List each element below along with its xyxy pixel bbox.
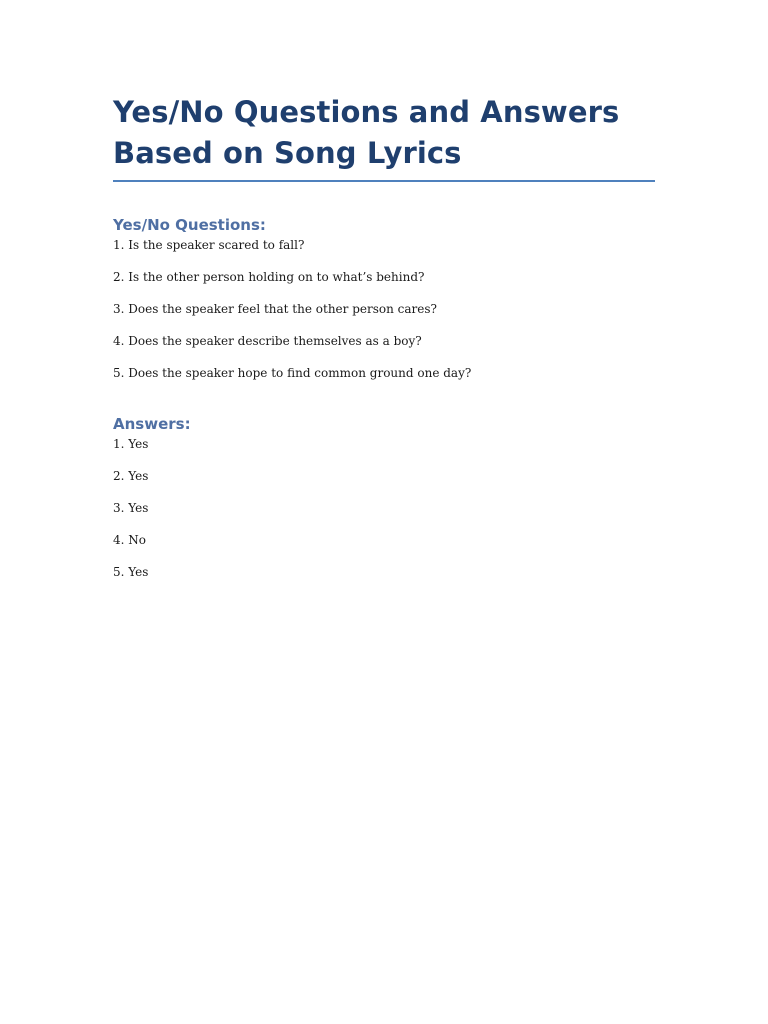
question-item: 3. Does the speaker feel that the other person cares?	[113, 302, 437, 316]
answers-heading: Answers:	[113, 415, 191, 433]
questions-heading: Yes/No Questions:	[113, 216, 266, 234]
answer-item: 1. Yes	[113, 437, 149, 451]
answer-item: 3. Yes	[113, 501, 149, 515]
answer-item: 2. Yes	[113, 469, 149, 483]
questions-list	[113, 237, 655, 381]
question-item: 4. Does the speaker describe themselves as a boy?	[113, 334, 422, 348]
question-item: 1. Is the speaker scared to fall?	[113, 238, 305, 252]
document-content	[113, 92, 655, 580]
answer-item: 5. Yes	[113, 565, 149, 579]
answer-item: 4. No	[113, 533, 146, 547]
document-title: Yes/No Questions and Answers Based on Song Lyrics	[113, 92, 655, 182]
question-item: 2. Is the other person holding on to what’s behind?	[113, 270, 425, 284]
question-item: 5. Does the speaker hope to find common ground one day?	[113, 366, 472, 380]
answers-list	[113, 436, 655, 580]
